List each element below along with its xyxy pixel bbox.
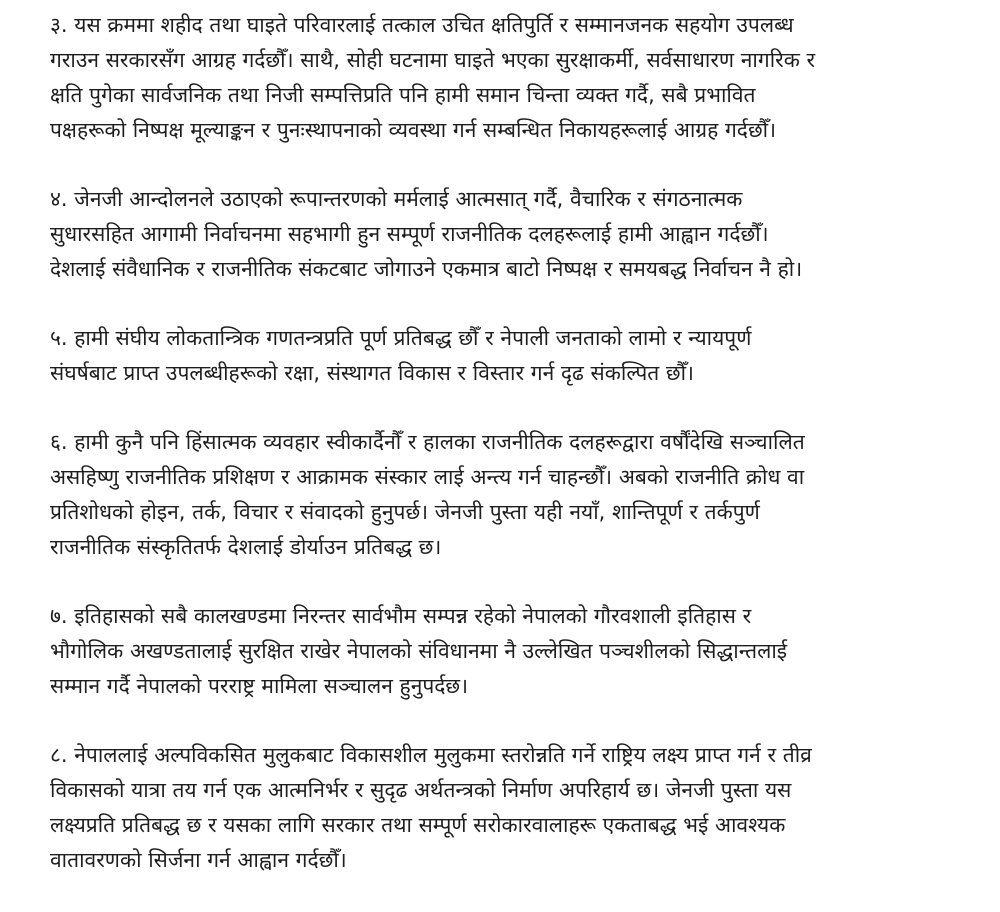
paragraph-4 bbox=[50, 182, 985, 287]
paragraph-line: गराउन सरकारसँग आग्रह गर्दछौँ। साथै, सोही घटनामा घाइते भएका सुरक्षाकर्मी, सर्वसाधारण नागरिक र bbox=[50, 48, 816, 72]
paragraph-line: ५. हामी संघीय लोकतान्त्रिक गणतन्त्रप्रति पूर्ण प्रतिबद्ध छौँ र नेपाली जनताको लामो र न्यायपूर्ण bbox=[50, 326, 752, 350]
paragraph-line: ६. हामी कुनै पनि हिंसात्मक व्यवहार स्वीकार्दैनौँ र हालका राजनीतिक दलहरूद्वारा वर्षौंदेखि सञ्चालित bbox=[50, 430, 805, 454]
paragraph-line: लक्ष्यप्रति प्रतिबद्ध छ र यसका लागि सरकार तथा सम्पूर्ण सरोकारवालाहरू एकताबद्ध भई आवश्यक bbox=[50, 813, 786, 837]
paragraph-line: पक्षहरूको निष्पक्ष मूल्याङ्कन र पुनःस्थापनाको व्यवस्था गर्न सम्बन्धित निकायहरूलाई आग्रह गर्दछौँ। bbox=[50, 118, 777, 142]
paragraph-line: वातावरणको सिर्जना गर्न आह्वान गर्दछौँ। bbox=[50, 848, 347, 872]
paragraph-6 bbox=[50, 425, 985, 565]
paragraph-line: देशलाई संवैधानिक र राजनीतिक संकटबाट जोगाउने एकमात्र बाटो निष्पक्ष र समयबद्ध निर्वाचन नै हो। bbox=[50, 257, 803, 281]
paragraph-line: क्षति पुगेका सार्वजनिक तथा निजी सम्पत्तिप्रति पनि हामी समान चिन्ता व्यक्त गर्दै, सबै प्रभावित bbox=[50, 83, 756, 107]
paragraph-8 bbox=[50, 738, 985, 878]
paragraph-line: राजनीतिक संस्कृतितर्फ देशलाई डोर्याउन प्रतिबद्ध छ। bbox=[50, 535, 442, 559]
paragraph-line: ८. नेपाललाई अल्पविकसित मुलुकबाट विकासशील मुलुकमा स्तरोन्नति गर्ने राष्ट्रिय लक्ष्य प्राप्त गर्न र तीव्र bbox=[50, 743, 812, 767]
paragraph-line: सम्मान गर्दै नेपालको परराष्ट्र मामिला सञ्चालन हुनुपर्दछ। bbox=[50, 674, 469, 698]
paragraph-line: ४. जेनजी आन्दोलनले उठाएको रूपान्तरणको मर्मलाई आत्मसात् गर्दै, वैचारिक र संगठनात्मक bbox=[50, 187, 743, 211]
paragraph-line: प्रतिशोधको होइन, तर्क, विचार र संवादको हुनुपर्छ। जेनजी पुस्ता यही नयाँ, शान्तिपूर्ण र तर्कपुर्ण bbox=[50, 500, 760, 524]
paragraph-7 bbox=[50, 599, 985, 704]
paragraph-line: सुधारसहित आगामी निर्वाचनमा सहभागी हुन सम्पूर्ण राजनीतिक दलहरूलाई हामी आह्वान गर्दछौँ। bbox=[50, 222, 769, 246]
paragraph-line: विकासको यात्रा तय गर्न एक आत्मनिर्भर र सुदृढ अर्थतन्त्रको निर्माण अपरिहार्य छ। जेनजी पुस्ता यस bbox=[50, 778, 792, 802]
paragraph-line: ७. इतिहासको सबै कालखण्डमा निरन्तर सार्वभौम सम्पन्न रहेको नेपालको गौरवशाली इतिहास र bbox=[50, 604, 752, 628]
paragraph-5 bbox=[50, 321, 985, 391]
paragraph-line: असहिष्णु राजनीतिक प्रशिक्षण र आक्रामक संस्कार लाई अन्त्य गर्न चाहन्छौँ। अबको राजनीति क्रोध वा bbox=[50, 465, 805, 489]
paragraph-line: ३. यस क्रममा शहीद तथा घाइते परिवारलाई तत्काल उचित क्षतिपुर्ति र सम्मानजनक सहयोग उपलब्ध bbox=[50, 13, 794, 37]
paragraph-line: भौगोलिक अखण्डतालाई सुरक्षित राखेर नेपालको संविधानमा नै उल्लेखित पञ्चशीलको सिद्धान्तलाई bbox=[50, 639, 788, 663]
paragraph-line: संघर्षबाट प्राप्त उपलब्धीहरूको रक्षा, संस्थागत विकास र विस्तार गर्न दृढ संकल्पित छौँ। bbox=[50, 361, 695, 385]
document-body bbox=[50, 8, 985, 912]
paragraph-3 bbox=[50, 8, 985, 148]
